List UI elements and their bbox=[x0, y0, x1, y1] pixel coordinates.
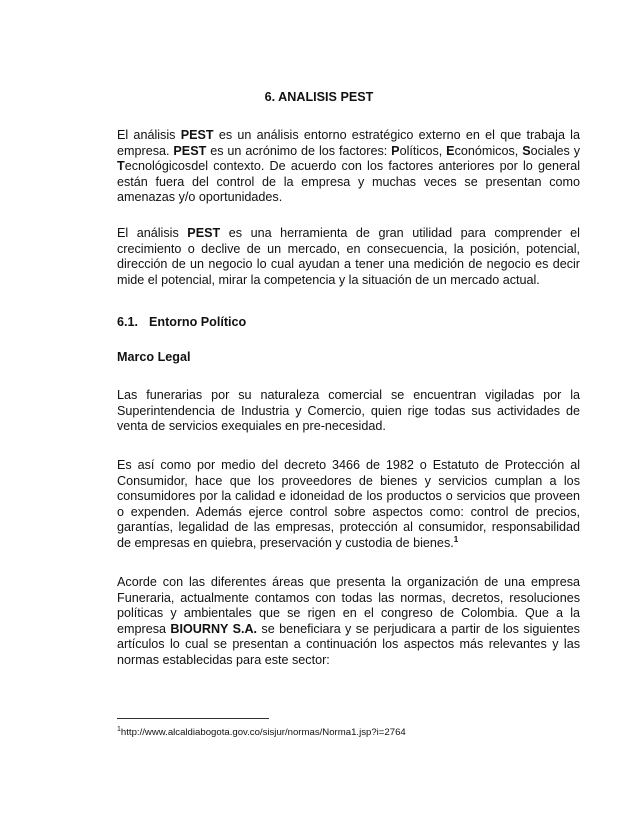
subsection-number: 6.1. bbox=[117, 315, 139, 329]
footnote-divider bbox=[117, 718, 269, 719]
subsection-title: Entorno Político bbox=[149, 315, 247, 329]
footnote-link[interactable]: http://www.alcaldiabogota.gov.co/sisjur/normas/Norma1.jsp?i=2764 bbox=[120, 727, 406, 739]
paragraph-pest-definition: El análisis PEST es un análisis entorno estratégico externo en el que trabaja la empresa. PEST es un acrónimo de los factores: Políticos, Económicos, Sociales y Tecnológicosdel contexto. De acuerdo con los factores anteriores por lo general están fuera del control de la empresa y muchas veces se presentan como amenazas y/o oportunidades. bbox=[117, 128, 580, 205]
paragraph-normas: Acorde con las diferentes áreas que presenta la organización de una empresa Funeraria, actualmente contamos con todas las normas, decretos, resoluciones políticas y ambientales que se rigen en el congreso de Colombia. Que a la empresa BIOURNY S.A. se beneficiara y se perjudicara a partir de los siguientes artículos lo cual se presentan a continuación los aspectos más relevantes y las normas establecidas para este sector: bbox=[117, 575, 580, 667]
paragraph-funerarias: Las funerarias por su naturaleza comercial se encuentran vigiladas por la Superintendencia de Industria y Comercio, quien rige todas sus actividades de venta de servicios exequiales en pre-necesidad. bbox=[117, 388, 580, 434]
footnote bbox=[117, 726, 406, 738]
paragraph-pest-utility: El análisis PEST es una herramienta de gran utilidad para comprender el crecimiento o declive de un mercado, en consecuencia, la posición, potencial, dirección de un negocio lo cual ayudan a tener una medición de negocio es decir mide el potencial, mirar la competencia y la situación de un mercado actual. bbox=[117, 226, 580, 287]
subsection-heading bbox=[117, 315, 580, 329]
footnote-reference: 1 bbox=[453, 534, 459, 544]
footnote-number: 1 bbox=[117, 726, 121, 733]
paragraph-decreto: Es así como por medio del decreto 3466 de 1982 o Estatuto de Protección al Consumidor, hace que los proveedores de bienes y servicios cumplan a los consumidores por la calidad e idoneidad de los productos o servicios que proveen o expenden. Además ejerce control sobre aspectos como: control de precios, garantías, legalidad de las empresas, protección al consumidor, responsabilidad de empresas en quiebra, preservación y custodia de bienes.$^1$ bbox=[117, 458, 580, 550]
section-title: 6. ANALISIS PEST bbox=[264, 90, 374, 104]
marco-legal-heading: Marco Legal bbox=[117, 350, 191, 364]
